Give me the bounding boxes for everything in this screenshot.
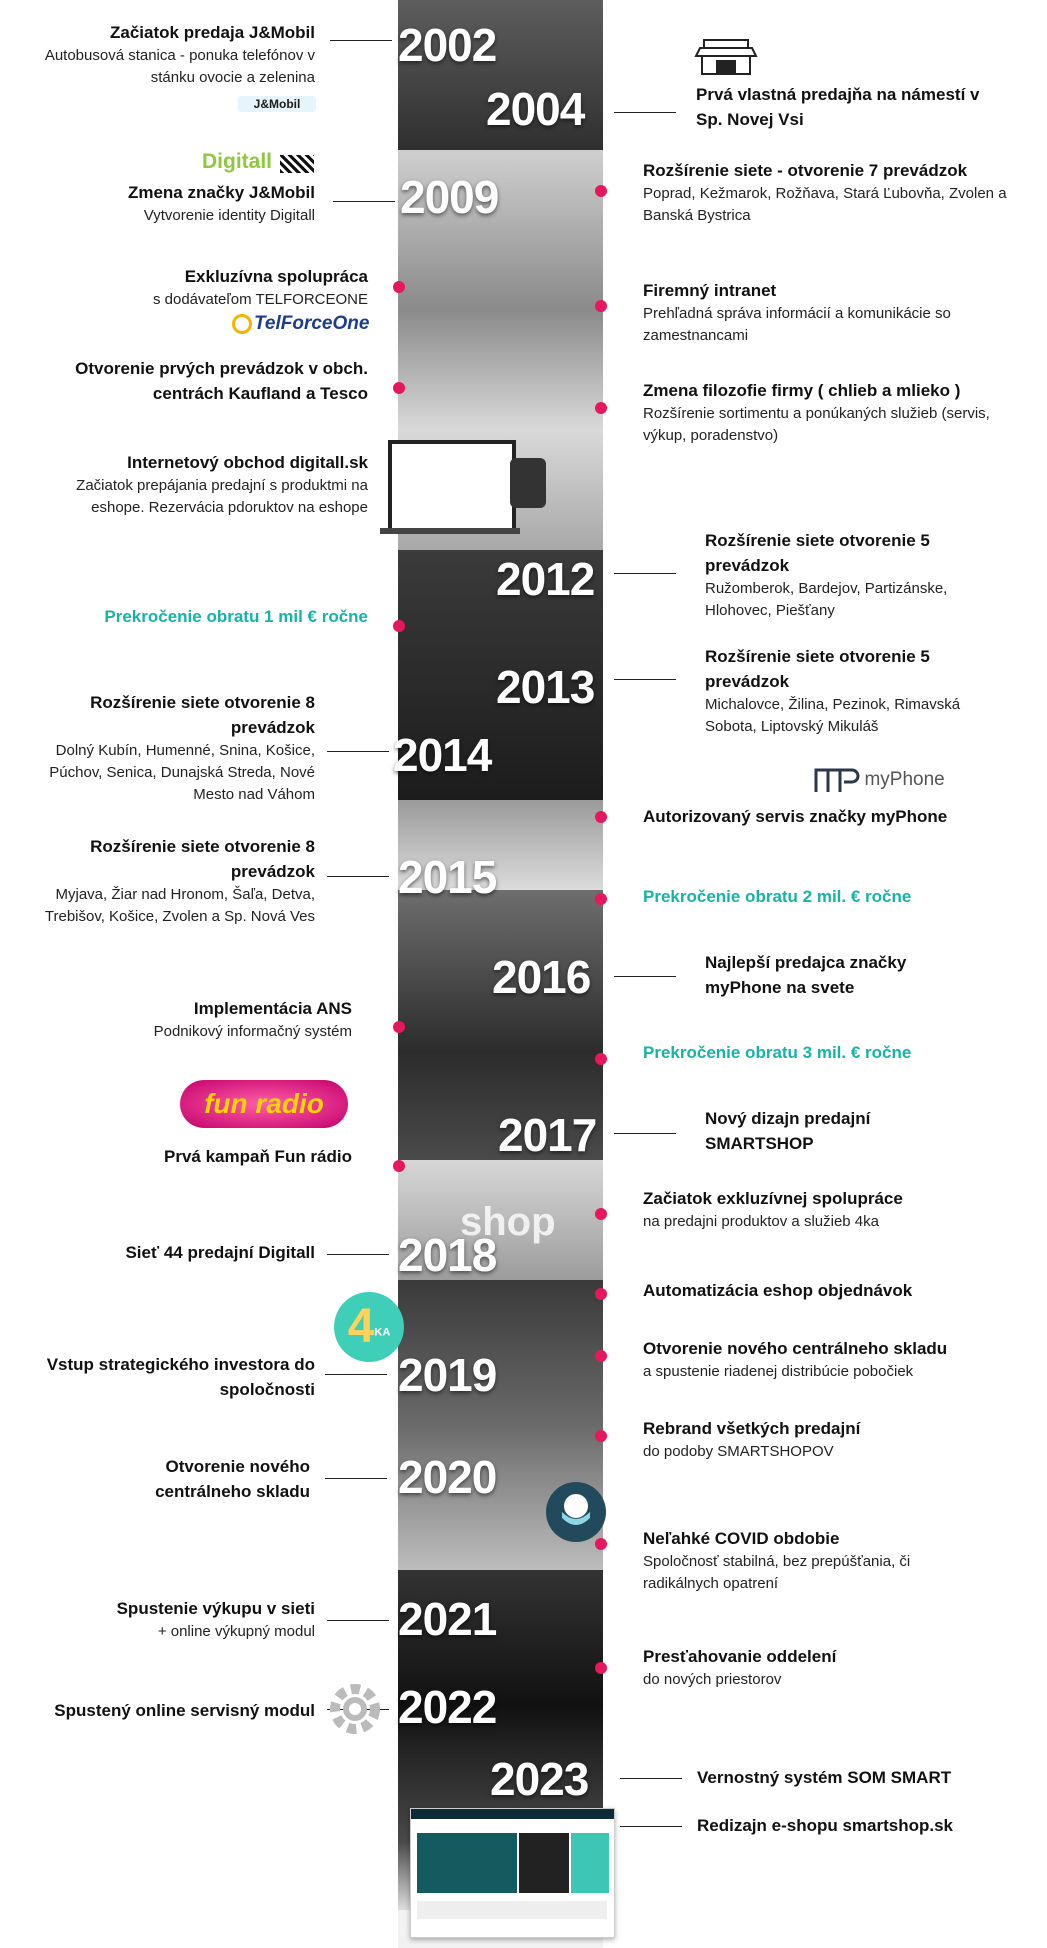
event-desc: do podoby SMARTSHOPOV xyxy=(643,1443,834,1460)
digitall-logo-text: Digitall xyxy=(202,150,273,173)
event-title: Prvá kampaň Fun rádio xyxy=(164,1147,352,1166)
timeline-dot xyxy=(393,620,405,632)
event-2017 xyxy=(705,1106,925,1156)
event-title: Najlepší predajca značky myPhone na svete xyxy=(705,953,907,997)
year-2019: 2019 xyxy=(398,1349,497,1401)
event-title: Prvá vlastná predajňa na námestí v Sp. Novej Vsi xyxy=(696,85,980,129)
event-covid xyxy=(643,1526,943,1595)
timeline-dot xyxy=(595,185,607,197)
event-desc: Michalovce, Žilina, Pezinok, Rimavská Sobota, Liptovský Mikuláš xyxy=(705,696,961,735)
event-title: Vstup strategického investora do spoločnosti xyxy=(46,1355,315,1399)
event-title: Neľahké COVID obdobie xyxy=(643,1529,840,1548)
event-eshop-automation xyxy=(643,1278,1003,1303)
event-title: Internetový obchod digitall.sk xyxy=(127,453,368,472)
event-title: Firemný intranet xyxy=(643,281,777,300)
digitall-zebra-icon xyxy=(280,155,314,173)
year-2004: 2004 xyxy=(486,83,585,135)
gear-icon xyxy=(324,1678,386,1740)
event-rebrand xyxy=(643,1416,983,1463)
event-turnover-1m xyxy=(30,604,368,629)
year-2022: 2022 xyxy=(398,1681,497,1733)
event-2013 xyxy=(705,644,1005,738)
event-2022 xyxy=(10,1698,315,1723)
event-desc: Ružomberok, Bardejov, Partizánske, Hlohovec, Piešťany xyxy=(705,580,948,619)
year-2017: 2017 xyxy=(498,1109,597,1161)
event-desc: a spustenie riadenej distribúcie pobočiek xyxy=(643,1363,914,1380)
event-eshop xyxy=(50,450,368,519)
event-title: Zmena filozofie firmy ( chlieb a mlieko ) xyxy=(643,381,961,400)
event-telforceone xyxy=(30,264,368,311)
event-desc: Rozšírenie sortimentu a ponúkaných služieb (servis, výkup, poradenstvo) xyxy=(643,405,990,444)
event-title: Rozšírenie siete otvorenie 5 prevádzok xyxy=(705,647,930,691)
event-title: Rozšírenie siete - otvorenie 7 prevádzok xyxy=(643,161,968,180)
event-2009 xyxy=(30,180,315,227)
connector-line xyxy=(327,876,389,877)
event-turnover-2m xyxy=(643,884,1003,909)
funradio-logo-text: fun radio xyxy=(204,1088,324,1119)
timeline-dot xyxy=(393,382,405,394)
event-kaufland-tesco xyxy=(30,356,368,406)
year-2023: 2023 xyxy=(490,1753,589,1805)
event-desc: na predajni produktov a služieb 4ka xyxy=(643,1213,879,1230)
year-2014: 2014 xyxy=(393,729,492,781)
event-desc: Začiatok prepájania predajní s produktmi na eshope. Rezervácia pdoruktov na eshope xyxy=(76,477,368,516)
event-desc: Prehľadná správa informácií a komunikácie so zamestnancami xyxy=(643,305,951,344)
event-title: Otvorenie nového centrálneho skladu xyxy=(155,1457,310,1501)
event-title: Začiatok exkluzívnej spolupráce xyxy=(643,1189,903,1208)
event-2021 xyxy=(30,1596,315,1643)
event-2004 xyxy=(696,82,996,132)
event-desc: Vytvorenie identity Digitall xyxy=(143,207,315,224)
event-title: Otvorenie prvých prevádzok v obch. centrách Kaufland a Tesco xyxy=(75,359,368,403)
year-2020: 2020 xyxy=(398,1451,497,1503)
timeline-dot xyxy=(595,811,607,823)
timeline-dot xyxy=(595,1662,607,1674)
smartshop-sign xyxy=(460,1200,580,1250)
event-philosophy xyxy=(643,378,1023,447)
event-2020 xyxy=(80,1454,310,1504)
event-title: Autorizovaný servis značky myPhone xyxy=(643,807,948,826)
myphone-mark-icon xyxy=(812,764,860,796)
connector-line xyxy=(325,1374,387,1375)
event-title: Rozšírenie siete otvorenie 8 prevádzok xyxy=(90,837,315,881)
timeline-dot xyxy=(393,1021,405,1033)
event-desc: Podnikový informačný systém xyxy=(153,1023,352,1040)
event-title: Prekročenie obratu 2 mil. € ročne xyxy=(643,887,912,906)
event-desc: s dodávateľom TELFORCEONE xyxy=(152,291,368,308)
laptop-image xyxy=(380,440,560,540)
event-title: Implementácia ANS xyxy=(193,999,352,1018)
connector-line xyxy=(620,1826,682,1827)
event-relocation xyxy=(643,1644,943,1691)
year-2012: 2012 xyxy=(496,553,595,605)
event-title: Sieť 44 predajní Digitall xyxy=(125,1243,315,1262)
year-2015: 2015 xyxy=(398,851,497,903)
myphone-logo xyxy=(812,764,962,796)
fourka-logo-digit: 4 xyxy=(347,1300,375,1353)
year-2018: 2018 xyxy=(398,1229,497,1281)
event-4ka xyxy=(643,1186,983,1233)
connector-line xyxy=(327,751,389,752)
event-title: Rozšírenie siete otvorenie 8 prevádzok xyxy=(90,693,315,737)
event-desc: + online výkupný modul xyxy=(157,1623,315,1640)
timeline-dot xyxy=(595,1053,607,1065)
telforce-ring-icon xyxy=(232,314,252,334)
timeline-dot xyxy=(595,402,607,414)
event-title: Presťahovanie oddelení xyxy=(643,1647,837,1666)
connector-line xyxy=(333,201,395,202)
event-title: Nový dizajn predajní SMARTSHOP xyxy=(705,1109,871,1153)
event-warehouse xyxy=(643,1336,1023,1383)
event-title: Rozšírenie siete otvorenie 5 prevádzok xyxy=(705,531,930,575)
connector-line xyxy=(614,112,676,113)
event-desc: Myjava, Žiar nad Hronom, Šaľa, Detva, Trebišov, Košice, Zvolen a Sp. Nová Ves xyxy=(44,886,315,925)
event-desc: Autobusová stanica - ponuka telefónov v stánku ovocie a zelenina xyxy=(44,47,315,86)
year-2009: 2009 xyxy=(400,171,499,223)
connector-line xyxy=(614,573,676,574)
event-title: Redizajn e-shopu smartshop.sk xyxy=(697,1816,953,1835)
connector-line xyxy=(327,1620,389,1621)
event-title: Zmena značky J&Mobil xyxy=(127,183,315,202)
connector-line xyxy=(327,1254,389,1255)
event-title: Spustený online servisný modul xyxy=(54,1701,315,1720)
telforce-logo-text: TelForceOne xyxy=(254,313,370,334)
year-2013: 2013 xyxy=(496,661,595,713)
timeline-dot xyxy=(393,281,405,293)
myphone-logo-text: myPhone xyxy=(864,769,945,790)
timeline-dot xyxy=(595,1430,607,1442)
event-intranet xyxy=(643,278,983,347)
event-title: Spustenie výkupu v sieti xyxy=(116,1599,315,1618)
fourka-logo-sup: KA xyxy=(374,1326,391,1339)
telforceone-logo xyxy=(232,313,372,335)
store-icon xyxy=(694,36,758,76)
event-funradio xyxy=(30,1144,352,1169)
event-desc: Spoločnosť stabilná, bez prepúšťania, či radikálnych opatrení xyxy=(643,1553,911,1592)
event-desc: Poprad, Kežmarok, Rožňava, Stará Ľubovňa, Zvolen a Banská Bystrica xyxy=(643,185,1007,224)
connector-line xyxy=(614,1133,676,1134)
event-desc: do nových priestorov xyxy=(643,1671,782,1688)
eshop-screenshot xyxy=(410,1808,615,1938)
event-2014 xyxy=(10,690,315,806)
event-myphone-service xyxy=(643,804,1003,829)
event-2015 xyxy=(10,834,315,928)
event-2012 xyxy=(705,528,995,622)
event-2002 xyxy=(30,20,315,89)
connector-line xyxy=(614,976,676,977)
funradio-logo xyxy=(180,1080,348,1128)
connector-line xyxy=(614,679,676,680)
event-2019 xyxy=(30,1352,315,1402)
event-ans xyxy=(30,996,352,1043)
timeline-dot xyxy=(595,1208,607,1220)
year-2002: 2002 xyxy=(398,19,497,71)
event-title: Prekročenie obratu 1 mil € ročne xyxy=(104,607,368,626)
timeline-dot xyxy=(595,1288,607,1300)
event-2023-loyalty xyxy=(697,1765,997,1790)
event-title: Automatizácia eshop objednávok xyxy=(643,1281,913,1300)
covid-mask-icon xyxy=(546,1482,606,1542)
event-2016 xyxy=(705,950,955,1000)
event-title: Rebrand všetkých predajní xyxy=(643,1419,861,1438)
event-2023-eshop xyxy=(697,1813,997,1838)
event-title: Otvorenie nového centrálneho skladu xyxy=(643,1339,948,1358)
year-2016: 2016 xyxy=(492,951,591,1003)
jmobil-logo: J&Mobil xyxy=(238,96,316,112)
timeline-dot xyxy=(595,1350,607,1362)
event-2018 xyxy=(30,1240,315,1265)
connector-line xyxy=(325,1478,387,1479)
event-title: Prekročenie obratu 3 mil. € ročne xyxy=(643,1043,912,1062)
event-7-stores xyxy=(643,158,1023,227)
timeline-dot xyxy=(595,893,607,905)
event-turnover-3m xyxy=(643,1040,1003,1065)
fourka-logo xyxy=(334,1292,404,1362)
connector-line xyxy=(620,1778,682,1779)
timeline-dot xyxy=(595,300,607,312)
event-title: Vernostný systém SOM SMART xyxy=(697,1768,952,1787)
event-title: Začiatok predaja J&Mobil xyxy=(110,23,315,42)
event-title: Exkluzívna spolupráca xyxy=(184,267,368,286)
event-desc: Dolný Kubín, Humenné, Snina, Košice, Púchov, Senica, Dunajská Streda, Nové Mesto nad Váhom xyxy=(49,742,315,803)
connector-line xyxy=(330,40,392,41)
digitall-logo xyxy=(202,150,320,176)
timeline-dot xyxy=(393,1160,405,1172)
smartshop-sign-text: shop xyxy=(460,1200,556,1244)
year-2021: 2021 xyxy=(398,1593,497,1645)
